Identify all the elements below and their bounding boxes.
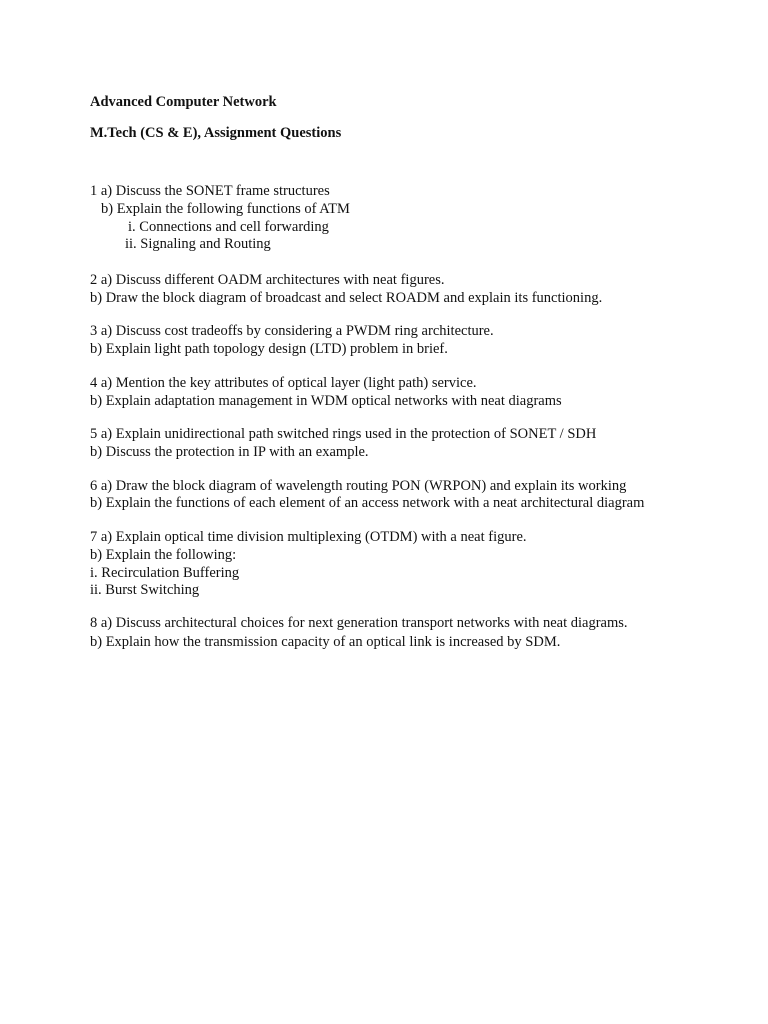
question-line: b) Discuss the protection in IP with an example. <box>90 444 369 460</box>
question-line: i. Connections and cell forwarding <box>128 219 329 235</box>
question-line: 8 a) Discuss architectural choices for next generation transport networks with neat diagrams. <box>90 615 628 631</box>
question-line: b) Explain the following: <box>90 547 237 563</box>
question-line: b) Explain how the transmission capacity of an optical link is increased by SDM. <box>90 634 561 650</box>
question-line: b) Explain the functions of each element of an access network with a neat architectural diagram <box>90 495 645 511</box>
question-line: 4 a) Mention the key attributes of optical layer (light path) service. <box>90 375 477 391</box>
question-line: b) Draw the block diagram of broadcast and select ROADM and explain its functioning. <box>90 290 603 306</box>
question-line: ii. Signaling and Routing <box>125 236 271 252</box>
question-line: b) Explain adaptation management in WDM optical networks with neat diagrams <box>90 393 562 409</box>
question-line: b) Explain light path topology design (LTD) problem in brief. <box>90 341 448 357</box>
question-line: i. Recirculation Buffering <box>90 565 240 581</box>
question-line: 5 a) Explain unidirectional path switched rings used in the protection of SONET / SDH <box>90 426 597 442</box>
question-line: 6 a) Draw the block diagram of wavelength routing PON (WRPON) and explain its working <box>90 478 627 494</box>
document-title: Advanced Computer Network <box>90 94 277 110</box>
question-line: ii. Burst Switching <box>90 582 200 598</box>
question-line: 1 a) Discuss the SONET frame structures <box>90 183 330 199</box>
question-line: 2 a) Discuss different OADM architectures with neat figures. <box>90 272 445 288</box>
question-line: 3 a) Discuss cost tradeoffs by considering a PWDM ring architecture. <box>90 323 494 339</box>
question-line: b) Explain the following functions of ATM <box>101 201 350 217</box>
question-line: 7 a) Explain optical time division multiplexing (OTDM) with a neat figure. <box>90 529 527 545</box>
document-subtitle: M.Tech (CS & E), Assignment Questions <box>90 125 342 141</box>
